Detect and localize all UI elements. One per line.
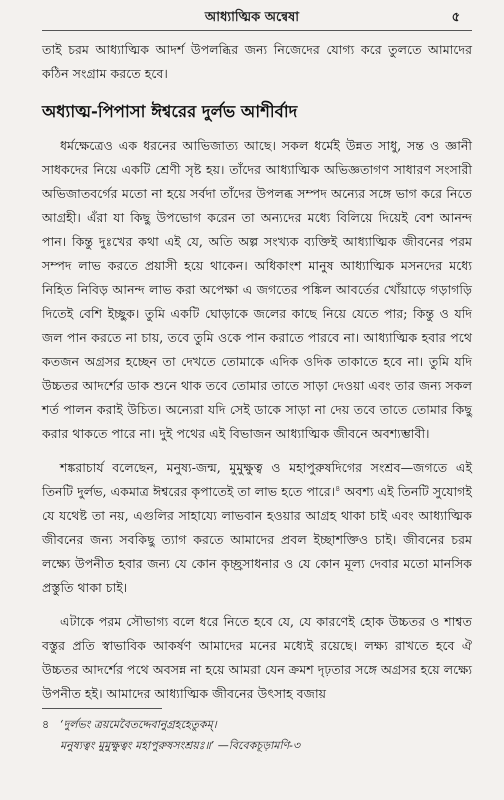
running-title: আধ্যাত্মিক অন্বেষা xyxy=(204,10,300,25)
page-content xyxy=(42,38,472,716)
footnote-rule xyxy=(42,708,162,709)
paragraph-3: এটাকে পরম সৌভাগ্য বলে ধরে নিতে হবে যে, যে কারণেই হোক উচ্চতর ও শাশ্বত বস্তুর প্রতি স্বাভাবিক আকর্ষণ আমাদের মনের মধ্যেই রয়েছে। লক্ষ্য রাখতে হবে ঐ উচ্চতর আদর্শের পথে অবসন্ন না হয়ে আমরা যেন ক্রমশ দৃঢ়তার সঙ্গে অগ্রসর হয়ে লক্ষ্যে উপনীত হই। আমাদের আধ্যাত্মিক জীবনের উৎসাহ বজায় xyxy=(42,614,472,701)
paragraph-1: ধর্মক্ষেত্রেও এক ধরনের আভিজাত্য আছে। সকল ধর্মেই উন্নত সাধু, সন্ত ও জ্ঞানী সাধকদের নিয়ে একটি শ্রেণী সৃষ্ট হয়। তাঁদের আধ্যাত্মিক অভিজ্ঞতাগণ সাধারণ সংসারী অভিজাতবর্গের মতো না হয়ে সর্বদা তাঁদের উপলব্ধ সম্পদ অন্যের সঙ্গে ভাগ করে নিতে আগ্রহী। এঁরা যা কিছু উপভোগ করেন তা অন্যদের মধ্যে বিলিয়ে দিয়েই বেশ আনন্দ পান। কিন্তু দুঃখের কথা এই যে, অতি অল্প সংখ্যক ব্যক্তিই আধ্যাত্মিক জীবনের পরম সম্পদ লাভ করতে প্রয়াসী হয়ে থাকেন। অধিকাংশ মানুষ আধ্যাত্মিক মসনদের মধ্যে নিহিত নিবিড় আনন্দ লাভ করা অপেক্ষা এ জগতের পঙ্কিল আবর্তের খোঁয়াড়ে গড়াগড়ি দিতেই বেশি ইচ্ছুক। তুমি একটি ঘোড়াকে জলের কাছে নিয়ে যেতে পার; কিন্তু ও যদি জল পান করতে না চায়, তবে তুমি ওকে পান করাতে পারবে না। আধ্যাত্মিক হবার পথে কতজন অগ্রসর হচ্ছেন তা দেখতে তোমাকে এদিক ওদিক তাকাতে হবে না। তুমি যদি উচ্চতর আদর্শের ডাক শুনে থাক তবে তোমার তাতে সাড়া দেওয়া এবং তার জন্য সকল শর্ত পালন করাই উচিত। অন্যেরা যদি সেই ডাকে সাড়া না দেয় তবে তাতে তোমার কিছু করার থাকতে পারে না। দুই পথের এই বিভাজন আধ্যাত্মিক জীবনে অবশ্যম্ভাবী। xyxy=(42,138,472,441)
footnote xyxy=(42,714,472,756)
footnote-reference[interactable]: ৪ xyxy=(335,483,341,493)
paragraph-2-text-a: শঙ্করাচার্য বলেছেন, মনুষ্য-জন্ম, মুমুক্ষুত্ব ও মহাপুরুষদিগের সংশ্রব—জগতে এই তিনটি দুর্লভ, একমাত্র ঈশ্বরের কৃপাতেই তা লাভ হতে পারে। xyxy=(42,460,472,499)
section-heading: অধ্যাত্ম-পিপাসা ঈশ্বরের দুর্লভ আশীর্বাদ xyxy=(42,102,298,121)
intro-paragraph: তাই চরম আধ্যাত্মিক আদর্শ উপলব্ধির জন্য নিজেদের যোগ্য করে তুলতে আমাদের কঠিন সংগ্রাম করতে হবে। xyxy=(42,42,472,81)
footnote-line-1 xyxy=(42,714,472,735)
footnote-verse-1: ‘দুর্লভং ত্রয়মেবৈতদ্দেবানুগ্রহহেতুকম্। xyxy=(60,718,217,731)
header-rule xyxy=(42,30,472,31)
footnote-number: ৪ xyxy=(42,718,50,731)
footnote-line-2: মনুষ্যত্বং মুমুক্ষুত্বং মহাপুরুষসংশ্রয়ঃ॥’ —বিবেকচূড়ামণি-৩ xyxy=(60,739,301,752)
paragraph-2 xyxy=(42,456,472,600)
page-number: ৫ xyxy=(451,10,460,25)
paragraph-2-text-b: অবশ্য এই তিনটি সুযোগই যে যথেষ্ট তা নয়, এগুলির সাহায্যে লাভবান হওয়ার আগ্রহ থাকা চাই এবং আধ্যাত্মিক জীবনের জন্য সবকিছু ত্যাগ করতে আমাদের প্রবল ইচ্ছাশক্তিও চাই। জীবনের চরম লক্ষ্যে উপনীত হবার জন্য যে কোন কৃচ্ছ্রসাধনার ও যে কোন মূল্য দেবার মতো মানসিক প্রস্তুতি থাকা চাই। xyxy=(42,484,472,595)
